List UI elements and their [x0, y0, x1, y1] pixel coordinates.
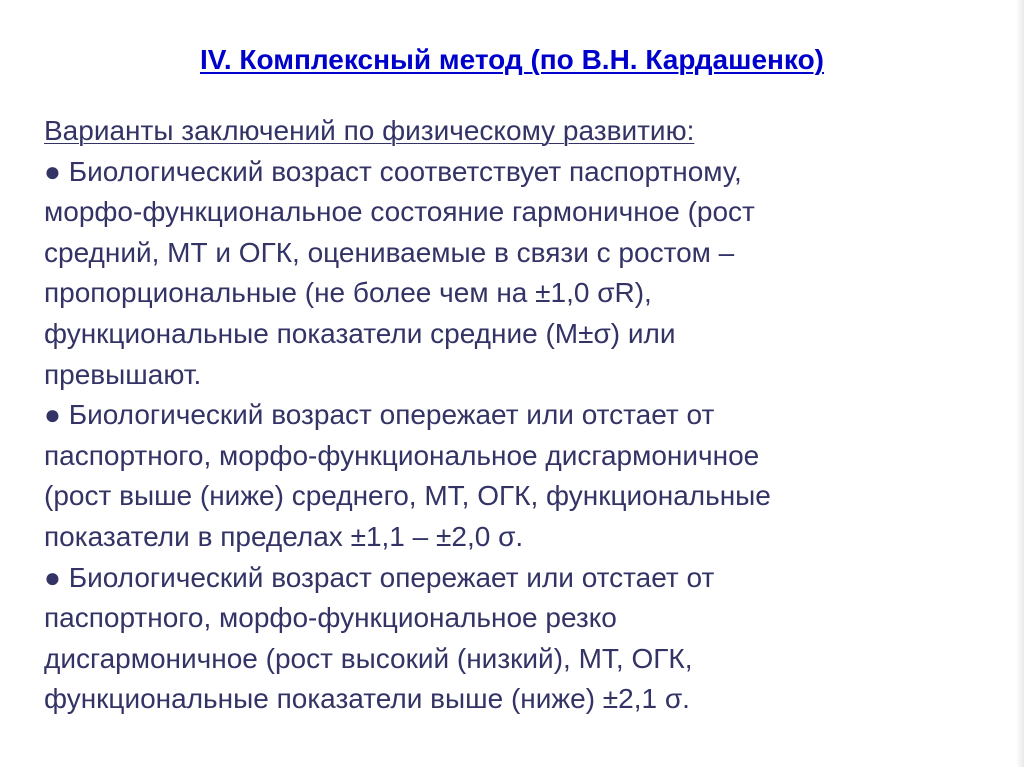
variant-2-line-2: паспортного, морфо-функциональное дисгармоничное	[44, 439, 760, 471]
variant-2-line-4: показатели в пределах ±1,1 – ±2,0 σ.	[44, 520, 524, 552]
variant-1	[44, 152, 1004, 396]
variant-3-line-3: дисгармоничное (рост высокий (низкий), МТ, ОГК,	[44, 642, 693, 674]
variant-1-line-2: морфо-функциональное состояние гармоничное (рост	[44, 196, 755, 228]
variant-1-line-3: средний, МТ и ОГК, оцениваемые в связи с ростом –	[44, 236, 735, 268]
variant-3-line-2: паспортного, морфо-функциональное резко	[44, 602, 617, 634]
variant-3-line-4: функциональные показатели выше (ниже) ±2,1 σ.	[44, 683, 690, 715]
variant-1-line-1: ● Биологический возраст соответствует паспортному,	[44, 155, 742, 187]
variant-2-line-3: (рост выше (ниже) среднего, МТ, ОГК, функциональные	[44, 480, 771, 512]
conclusions-subtitle: Варианты заключений по физическому развитию:	[44, 115, 695, 146]
variant-1-line-4: пропорциональные (не более чем на ±1,0 σR),	[44, 277, 652, 309]
slide-title: IV. Комплексный метод (по В.Н. Кардашенко)	[199, 44, 824, 75]
variant-3-line-1: ● Биологический возраст опережает или отстает от	[44, 561, 715, 593]
variant-3	[44, 558, 1004, 720]
variant-2-line-1: ● Биологический возраст опережает или отстает от	[44, 399, 715, 431]
variant-1-line-5: функциональные показатели средние (М±σ) или	[44, 317, 676, 349]
variant-1-line-6: превышают.	[44, 358, 202, 390]
slide-content	[44, 111, 1004, 720]
variant-2	[44, 395, 1004, 557]
